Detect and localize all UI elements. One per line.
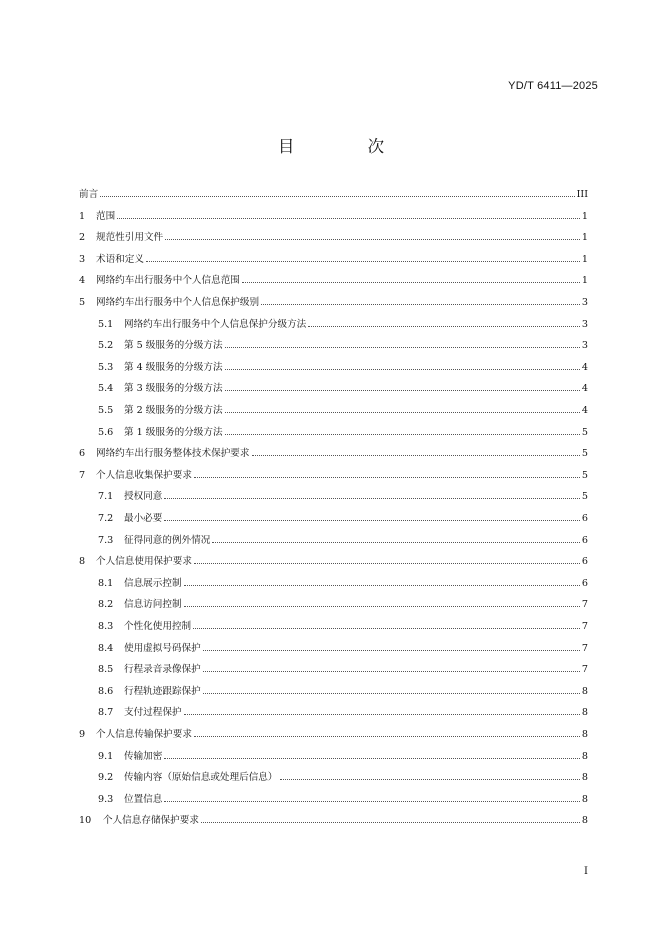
toc-entry-number: 9.3 [98,793,114,805]
toc-entry[interactable] [98,339,588,353]
toc-leader-dots [164,800,580,802]
toc-leader-dots [184,713,580,715]
toc-entry[interactable] [98,512,588,526]
toc-entry-label: 授权同意 [124,491,163,503]
toc-entry[interactable] [79,253,588,267]
toc-entry[interactable] [98,534,588,548]
toc-entry-label: 信息访问控制 [124,599,182,611]
toc-entry-label: 位置信息 [124,793,163,805]
toc-entry-page: 8 [581,772,588,784]
toc-entry-label: 使用虚拟号码保护 [124,642,201,654]
toc-entry-number: 8.1 [98,577,114,589]
toc-entry-page: 7 [581,621,588,632]
toc-entry-label: 支付过程保护 [124,707,182,719]
toc-entry[interactable] [98,426,588,440]
toc-entry-label: 网络约车出行服务中个人信息范围 [96,275,240,287]
toc-entry-label: 传输加密 [124,750,163,762]
toc-entry-page: 8 [581,685,588,697]
toc-entry[interactable] [98,382,588,396]
toc-leader-dots [225,368,580,370]
toc-entry-number: 5.3 [98,361,114,373]
toc-entry-page: 6 [581,513,588,524]
toc-entry-page: 1 [581,210,588,222]
toc-entry-label: 信息展示控制 [124,577,182,589]
toc-leader-dots [165,238,580,240]
toc-entry-number: 5 [79,297,86,308]
toc-entry-number: 7 [79,469,86,481]
toc-leader-dots [212,541,580,543]
toc-leader-dots [164,757,580,759]
toc-entry-number: 1 [79,210,86,222]
toc-entry-label: 个人信息存储保护要求 [103,815,199,827]
toc-leader-dots [201,821,580,823]
toc-entry-page: 5 [581,491,588,503]
page-number: I [584,866,588,877]
toc-entry[interactable] [98,490,588,504]
toc-entry[interactable] [79,274,588,288]
toc-leader-dots [194,476,580,478]
toc-entry-label: 第 5 级服务的分级方法 [124,340,223,352]
toc-entry[interactable] [98,318,588,332]
toc-entry[interactable] [79,447,588,461]
toc-entry-number: 6 [79,448,86,460]
standard-code: YD/T 6411—2025 [508,80,598,92]
toc-entry[interactable] [79,728,588,742]
toc-entry-number: 7.3 [98,534,114,546]
toc-entry[interactable] [79,469,588,483]
toc-entry-number: 5.6 [98,426,114,438]
toc-leader-dots [261,303,580,305]
toc-leader-dots [184,584,580,586]
toc-entry-number: 7.2 [98,513,114,524]
toc-entry-number: 4 [79,275,86,287]
toc-entry[interactable] [98,750,588,764]
toc-entry-number: 8.6 [98,685,114,697]
toc-entry-page: 4 [581,383,588,395]
toc-leader-dots [164,497,580,499]
toc-entry-page: 7 [581,599,588,611]
toc-entry-label: 个性化使用控制 [124,621,192,632]
toc-entry-page: 8 [581,729,588,740]
toc-leader-dots [193,627,580,629]
toc-entry-label: 第 1 级服务的分级方法 [124,426,223,438]
toc-entry-page: 3 [581,318,588,330]
toc-entry-page: 3 [581,340,588,352]
toc-entry-page: 1 [581,253,588,265]
toc-entry-number: 5.4 [98,383,114,395]
toc-leader-dots [203,649,580,651]
toc-entry[interactable] [98,685,588,699]
toc-entry-page: 4 [581,361,588,373]
toc-entry-number: 9.1 [98,750,114,762]
toc-entry-label: 第 3 级服务的分级方法 [124,383,223,395]
toc-entry-number: 5.1 [98,318,114,330]
toc-leader-dots [225,433,580,435]
toc-leader-dots [184,605,580,607]
toc-entry[interactable] [98,793,588,807]
toc-entry-label: 网络约车出行服务中个人信息保护分级方法 [124,318,307,330]
toc-entry-page: 4 [581,405,588,416]
toc-entry-number: 10 [79,815,92,827]
toc-entry-label: 规范性引用文件 [96,232,164,244]
toc-entry-label: 传输内容（原始信息或处理后信息） [124,772,278,784]
toc-entry-label: 术语和定义 [96,253,144,265]
toc-entry-label: 范围 [96,210,116,222]
toc-entry-number: 8 [79,556,86,568]
toc-entry-label: 个人信息使用保护要求 [96,556,192,568]
toc-entry[interactable] [79,555,588,569]
toc-entry[interactable] [79,814,588,828]
page-title: 目 次 [277,137,419,156]
toc-entry-number: 8.5 [98,664,114,676]
toc-entry-page: 6 [581,534,588,546]
toc-entry-page: 8 [581,750,588,762]
toc-entry-page: 1 [581,275,588,287]
toc-entry[interactable] [98,361,588,375]
toc-leader-dots [203,692,580,694]
toc-entry-number: 9 [79,729,86,740]
toc-entry-number: 5.5 [98,405,114,416]
toc-entry-label: 网络约车出行服务中个人信息保护级别 [96,297,260,308]
toc-leader-dots [252,454,580,456]
toc-entry[interactable] [79,210,588,224]
toc-leader-dots [242,281,580,283]
toc-entry[interactable] [79,296,588,310]
toc-leader-dots [164,519,580,521]
toc-entry-page: 6 [581,556,588,568]
toc-entry[interactable] [98,706,588,720]
toc-entry-page: 1 [581,232,588,244]
toc-entry-label: 最小必要 [124,513,163,524]
toc-entry[interactable] [79,231,588,245]
toc-entry[interactable] [98,642,588,656]
toc-entry-page: 7 [581,664,588,676]
toc-entry-label: 网络约车出行服务整体技术保护要求 [96,448,250,460]
toc-entry-number: 7.1 [98,491,114,503]
toc-entry-number: 3 [79,253,86,265]
toc-entry[interactable] [79,188,588,202]
toc-leader-dots [194,562,580,564]
toc-entry-page: 8 [581,793,588,805]
toc-leader-dots [225,389,580,391]
toc-entry-page: 7 [581,642,588,654]
toc-entry-label: 行程轨迹跟踪保护 [124,685,201,697]
toc-leader-dots [225,346,580,348]
toc-entry-label: 个人信息传输保护要求 [96,729,192,740]
toc-entry[interactable] [98,771,588,785]
toc-entry-label: 前言 [79,189,99,200]
toc-entry-page: 8 [581,815,588,827]
toc-entry-page: 6 [581,577,588,589]
toc-entry[interactable] [98,620,588,634]
toc-entry-page: 3 [581,297,588,308]
toc-leader-dots [280,778,580,780]
toc-entry[interactable] [98,598,588,612]
toc-entry-label: 第 4 级服务的分级方法 [124,361,223,373]
toc-leader-dots [225,411,580,413]
toc-entry-label: 征得同意的例外情况 [124,534,211,546]
toc-entry-number: 8.2 [98,599,114,611]
toc-entry[interactable] [98,663,588,677]
toc-leader-dots [203,670,580,672]
toc-entry-number: 8.3 [98,621,114,632]
toc-entry-page: 5 [581,426,588,438]
toc-entry-label: 行程录音录像保护 [124,664,201,676]
toc-entry-label: 个人信息收集保护要求 [96,469,192,481]
toc-entry-page: 8 [581,707,588,719]
toc-leader-dots [146,260,580,262]
toc-leader-dots [117,217,580,219]
toc-leader-dots [194,735,580,737]
toc-entry-page: 5 [581,448,588,460]
toc-leader-dots [308,325,580,327]
toc-entry-page: 5 [581,469,588,481]
toc-entry-number: 5.2 [98,340,114,352]
toc-entry[interactable] [98,577,588,591]
toc-entry-number: 9.2 [98,772,114,784]
toc-entry-page: III [576,189,588,200]
toc-entry[interactable] [98,404,588,418]
toc-entry-number: 8.7 [98,707,114,719]
toc-entry-number: 8.4 [98,642,114,654]
toc-leader-dots [100,195,574,197]
toc-entry-number: 2 [79,232,86,244]
toc-entry-label: 第 2 级服务的分级方法 [124,405,223,416]
